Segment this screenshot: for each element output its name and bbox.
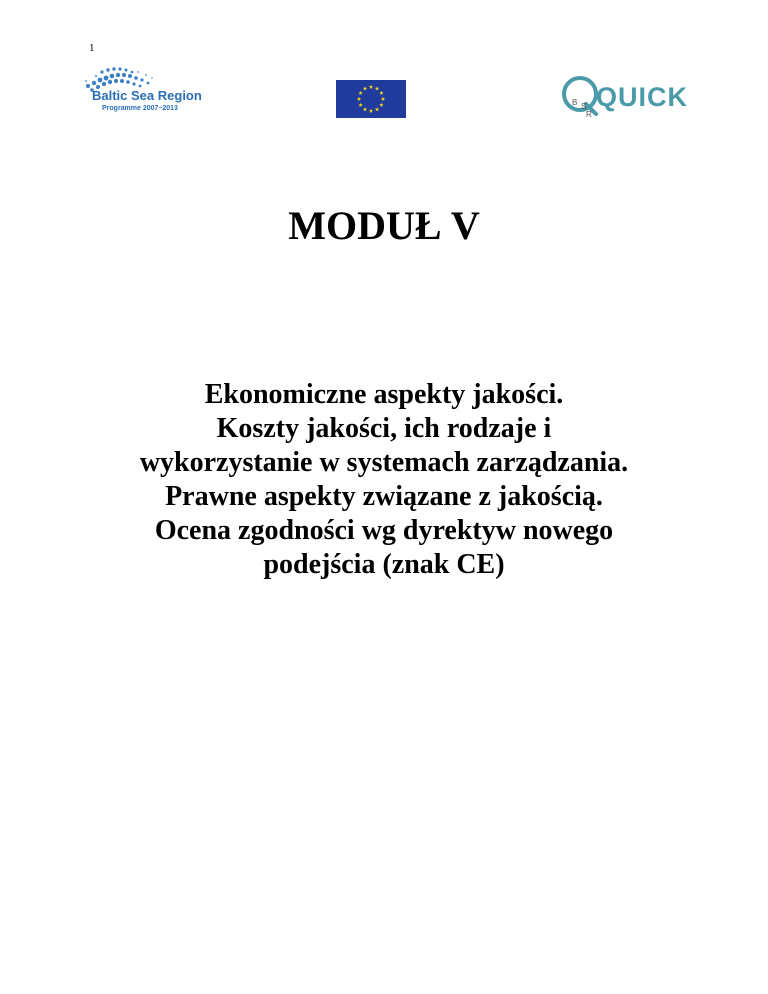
quick-logo-b: B	[572, 98, 578, 107]
quick-logo-r: R	[586, 110, 592, 119]
subtitle-line: podejścia (znak CE)	[263, 549, 505, 580]
eu-flag-logo	[336, 80, 406, 118]
module-subtitle	[0, 378, 768, 582]
subtitle-line: Prawne aspekty związane z jakością.	[165, 481, 603, 512]
module-title: MODUŁ V	[288, 203, 480, 248]
bsr-logo-subtitle: Programme 2007–2013	[102, 105, 178, 112]
quick-logo-text: QUICK	[596, 82, 688, 112]
eu-flag-icon	[336, 80, 406, 118]
subtitle-line: Ocena zgodności wg dyrektyw nowego	[154, 515, 614, 546]
bsr-logo-title: Baltic Sea Region	[92, 88, 202, 103]
page-number: 1	[89, 42, 95, 54]
baltic-sea-region-logo	[76, 66, 226, 122]
quick-logo-s: S	[581, 102, 587, 111]
quick-bsr-logo	[556, 68, 688, 122]
subtitle-line: Koszty jakości, ich rodzaje i	[216, 413, 552, 444]
logo-bar	[0, 62, 768, 132]
subtitle-line: wykorzystanie w systemach zarządzania.	[139, 447, 629, 478]
subtitle-line: Ekonomiczne aspekty jakości.	[204, 379, 564, 410]
